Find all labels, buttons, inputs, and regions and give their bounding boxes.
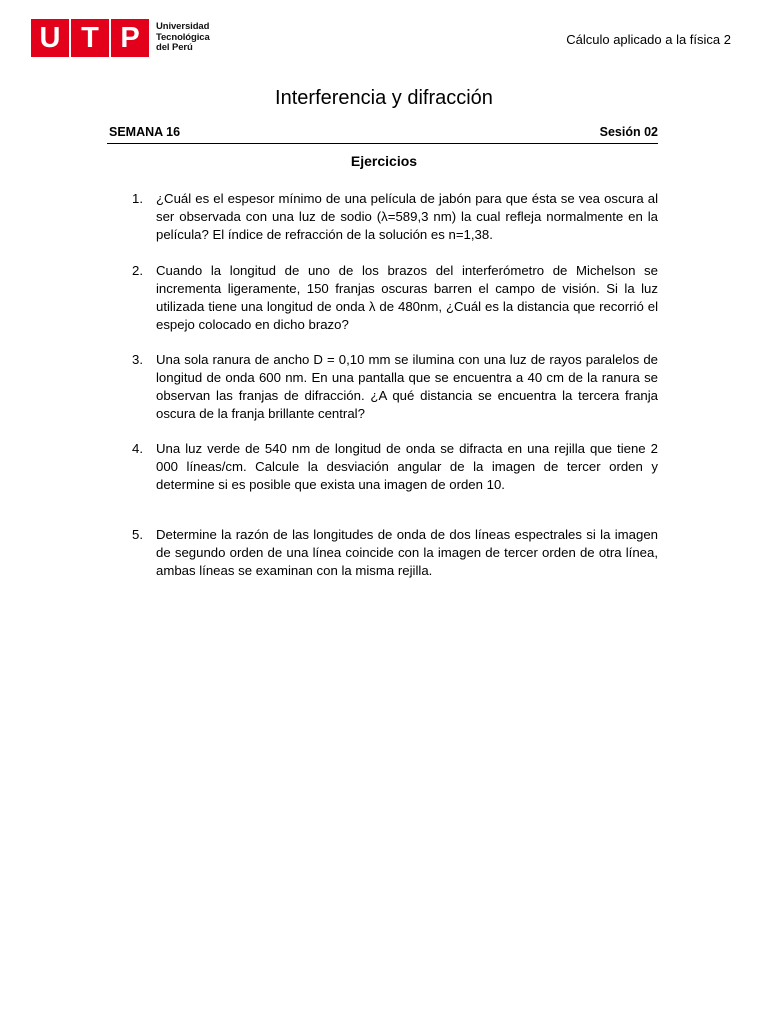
exercise-number: 5.: [132, 527, 143, 542]
exercise-number: 4.: [132, 441, 143, 456]
logo-university-name: [156, 22, 210, 54]
exercise-text: ¿Cuál es el espesor mínimo de una película de jabón para que ésta se vea oscura al ser observada con una luz de sodio (λ=589,3 nm) la cual refleja normalmente en la película? El índice de refracción de la solución es n=1,38.: [156, 191, 658, 242]
exercise-number: 3.: [132, 352, 143, 367]
exercise-item: [132, 262, 658, 334]
exercise-item: [132, 440, 658, 494]
logo-text-line: Tecnológica: [156, 31, 210, 43]
utp-logo: [31, 19, 210, 57]
logo-letter-p: P: [111, 19, 149, 57]
logo-text-line: Universidad: [156, 21, 210, 33]
exercise-text: Cuando la longitud de uno de los brazos del interferómetro de Michelson se incrementa ligeramente, 150 franjas oscuras barren el campo de visión. Si la luz utilizada tiene una longitud de onda λ de 480nm, ¿Cuál es la distancia que recorrió el espejo colocado en dicho brazo?: [156, 263, 658, 332]
exercise-number: 2.: [132, 263, 143, 278]
exercise-text: Una sola ranura de ancho D = 0,10 mm se ilumina con una luz de rayos paralelos de longitud de onda 600 nm. En una pantalla que se encuentra a 40 cm de la ranura se observan las franjas de difracción. ¿A qué distancia se encuentra la tercera franja oscura de la franja brillante central?: [156, 352, 658, 421]
document-title: Interferencia y difracción: [275, 87, 493, 109]
section-heading: Ejercicios: [350, 153, 418, 169]
logo-text-line: del Perú: [156, 42, 193, 54]
logo-letter-t: T: [71, 19, 109, 57]
exercise-item: [132, 526, 658, 580]
exercise-text: Una luz verde de 540 nm de longitud de onda se difracta en una rejilla que tiene 2 000 líneas/cm. Calcule la desviación angular de la imagen de tercer orden y determine si es posible que exista una imagen de orden 10.: [156, 441, 658, 492]
week-label: SEMANA 16: [109, 125, 181, 139]
exercise-text: Determine la razón de las longitudes de onda de dos líneas espectrales si la imagen de segundo orden de una línea coincide con la imagen de tercer orden de otra línea, ambas líneas se examinan con la misma rejilla.: [156, 527, 658, 578]
course-name: Cálculo aplicado a la física 2: [566, 32, 731, 47]
exercise-item: [132, 190, 658, 244]
exercise-item: [132, 351, 658, 423]
session-label: Sesión 02: [599, 125, 658, 139]
week-session-row: [107, 125, 658, 144]
logo-letter-u: U: [31, 19, 69, 57]
logo-letters: [31, 19, 149, 57]
exercise-number: 1.: [132, 191, 143, 206]
